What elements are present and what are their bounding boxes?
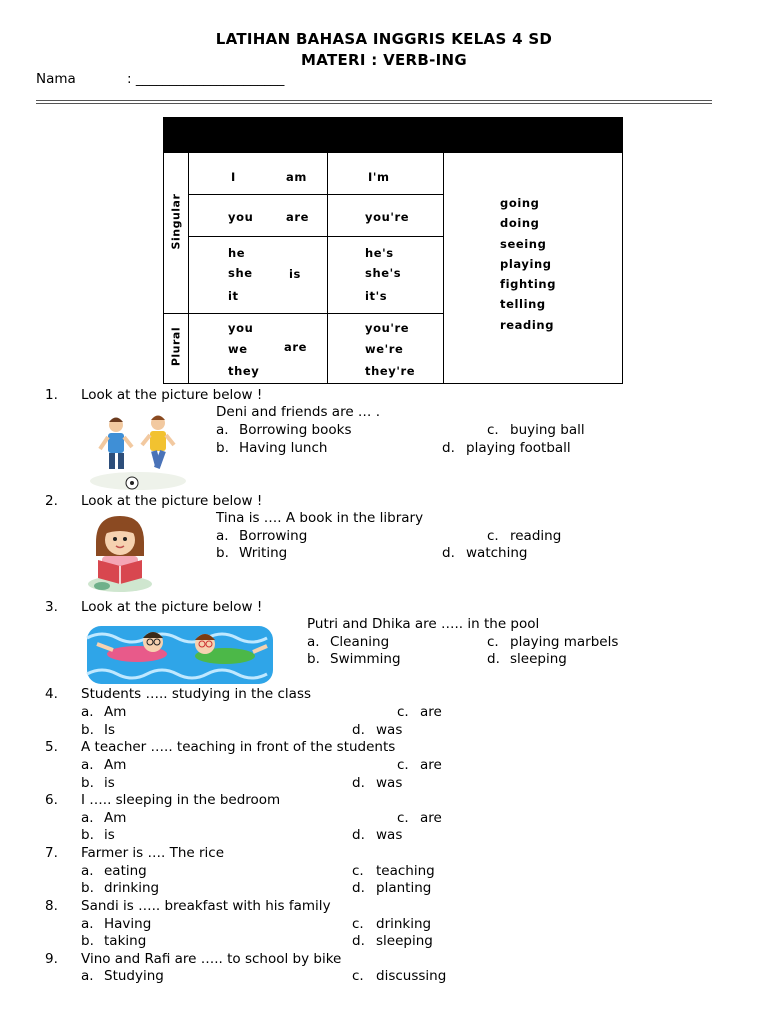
option-label: b.	[216, 440, 229, 456]
option-label: d.	[352, 933, 365, 949]
option-text[interactable]: Am	[104, 757, 127, 773]
option-text[interactable]: drinking	[376, 916, 432, 932]
option-label: c.	[487, 634, 499, 650]
short-form-cell: it's	[365, 289, 388, 303]
question-lead: Look at the picture below !	[81, 493, 263, 509]
option-label: a.	[81, 810, 94, 826]
pronoun-cell: they	[228, 364, 260, 378]
option-text[interactable]: Writing	[239, 545, 288, 561]
question-number: 5.	[45, 739, 58, 755]
option-label: d.	[352, 827, 365, 843]
question-text: Farmer is …. The rice	[81, 845, 224, 861]
short-form-cell: you're	[365, 321, 410, 335]
option-label: b.	[81, 722, 94, 738]
question-lead: Look at the picture below !	[81, 599, 263, 615]
option-text[interactable]: sleeping	[510, 651, 567, 667]
option-text[interactable]: Swimming	[330, 651, 401, 667]
girl-reading-book-illustration	[84, 512, 156, 594]
option-text[interactable]: Is	[104, 722, 116, 738]
name-field[interactable]: : ______________________	[127, 71, 285, 87]
verb-ing-item: fighting	[500, 277, 557, 291]
question-number: 3.	[45, 599, 58, 615]
option-text[interactable]: are	[420, 757, 442, 773]
pronoun-cell: it	[228, 289, 239, 303]
option-label: c.	[397, 704, 409, 720]
question-number: 6.	[45, 792, 58, 808]
question-text: Sandi is ….. breakfast with his family	[81, 898, 331, 914]
pronoun-cell: you	[228, 210, 254, 224]
option-label: d.	[442, 545, 455, 561]
kids-playing-football-illustration	[88, 403, 190, 493]
pronoun-cell: I	[231, 170, 236, 184]
plural-label: Plural	[169, 326, 183, 367]
option-label: c.	[397, 757, 409, 773]
pronoun-cell: he	[228, 246, 246, 260]
option-text[interactable]: Having	[104, 916, 152, 932]
option-label: a.	[216, 528, 229, 544]
option-label: b.	[81, 827, 94, 843]
page-subtitle: MATERI : VERB-ING	[300, 51, 468, 69]
question-lead: Look at the picture below !	[81, 387, 263, 403]
option-label: c.	[397, 810, 409, 826]
verb-ing-item: doing	[500, 216, 540, 230]
option-label: a.	[81, 704, 94, 720]
option-label: a.	[81, 863, 94, 879]
verb-ing-item: telling	[500, 297, 546, 311]
option-text[interactable]: taking	[104, 933, 147, 949]
option-text[interactable]: playing football	[466, 440, 571, 456]
option-text[interactable]: Am	[104, 704, 127, 720]
option-label: c.	[352, 968, 364, 984]
option-text[interactable]: discussing	[376, 968, 447, 984]
option-text[interactable]: Cleaning	[330, 634, 390, 650]
option-text[interactable]: is	[104, 775, 115, 791]
option-text[interactable]: Am	[104, 810, 127, 826]
option-label: d.	[487, 651, 500, 667]
option-text[interactable]: Having lunch	[239, 440, 328, 456]
question-number: 4.	[45, 686, 58, 702]
option-label: b.	[216, 545, 229, 561]
verb-ing-item: reading	[500, 318, 555, 332]
grammar-table	[163, 117, 623, 384]
option-label: a.	[216, 422, 229, 438]
option-text[interactable]: are	[420, 704, 442, 720]
option-text[interactable]: was	[376, 827, 403, 843]
short-form-cell: he's	[365, 246, 394, 260]
divider-bottom	[36, 103, 712, 104]
verb-ing-item: playing	[500, 257, 552, 271]
question-text: Vino and Rafi are ….. to school by bike	[81, 951, 342, 967]
option-text[interactable]: was	[376, 775, 403, 791]
question-number: 2.	[45, 493, 58, 509]
divider-top	[36, 100, 712, 101]
question-text: Putri and Dhika are ….. in the pool	[307, 616, 540, 632]
pronoun-cell: she	[228, 266, 253, 280]
page-title: LATIHAN BAHASA INGGRIS KELAS 4 SD	[215, 30, 553, 48]
option-label: c.	[352, 863, 364, 879]
option-label: b.	[81, 880, 94, 896]
pronoun-cell: you	[228, 321, 254, 335]
question-number: 8.	[45, 898, 58, 914]
short-form-cell: you're	[365, 210, 410, 224]
option-text[interactable]: was	[376, 722, 403, 738]
option-text[interactable]: reading	[510, 528, 562, 544]
option-text[interactable]: sleeping	[376, 933, 433, 949]
option-text[interactable]: drinking	[104, 880, 160, 896]
name-label: Nama	[36, 71, 76, 87]
question-number: 9.	[45, 951, 58, 967]
be-verb-cell: am	[286, 170, 307, 184]
be-verb-cell: are	[284, 340, 308, 354]
option-text[interactable]: Borrowing books	[239, 422, 352, 438]
option-text[interactable]: teaching	[376, 863, 435, 879]
option-text[interactable]: Studying	[104, 968, 164, 984]
question-text: Students ….. studying in the class	[81, 686, 312, 702]
option-label: d.	[352, 722, 365, 738]
option-text[interactable]: planting	[376, 880, 432, 896]
question-text: Tina is …. A book in the library	[216, 510, 424, 526]
option-label: c.	[487, 422, 499, 438]
option-text[interactable]: eating	[104, 863, 147, 879]
option-text[interactable]: are	[420, 810, 442, 826]
option-text[interactable]: buying ball	[510, 422, 585, 438]
verb-ing-item: going	[500, 196, 540, 210]
option-text[interactable]: Borrowing	[239, 528, 308, 544]
option-label: d.	[352, 775, 365, 791]
option-label: a.	[307, 634, 320, 650]
option-label: c.	[487, 528, 499, 544]
short-form-cell: they're	[365, 364, 416, 378]
option-label: c.	[352, 916, 364, 932]
short-form-cell: we're	[365, 342, 404, 356]
option-label: a.	[81, 916, 94, 932]
pronoun-cell: we	[228, 342, 248, 356]
option-label: d.	[442, 440, 455, 456]
be-verb-cell: are	[286, 210, 310, 224]
table-header-bar	[164, 118, 622, 153]
short-form-cell: she's	[365, 266, 402, 280]
verb-ing-item: seeing	[500, 237, 547, 251]
option-label: b.	[81, 775, 94, 791]
option-label: d.	[352, 880, 365, 896]
question-number: 7.	[45, 845, 58, 861]
option-label: b.	[307, 651, 320, 667]
be-verb-cell: is	[289, 267, 301, 281]
question-number: 1.	[45, 387, 58, 403]
short-form-cell: I'm	[368, 170, 390, 184]
option-text[interactable]: watching	[466, 545, 528, 561]
option-label: b.	[81, 933, 94, 949]
option-text[interactable]: playing marbels	[510, 634, 619, 650]
singular-label: Singular	[169, 193, 183, 250]
kids-swimming-illustration	[85, 618, 275, 688]
question-text: A teacher ….. teaching in front of the students	[81, 739, 396, 755]
question-text: Deni and friends are … .	[216, 404, 381, 420]
option-text[interactable]: is	[104, 827, 115, 843]
option-label: a.	[81, 968, 94, 984]
question-text: I ….. sleeping in the bedroom	[81, 792, 281, 808]
option-label: a.	[81, 757, 94, 773]
